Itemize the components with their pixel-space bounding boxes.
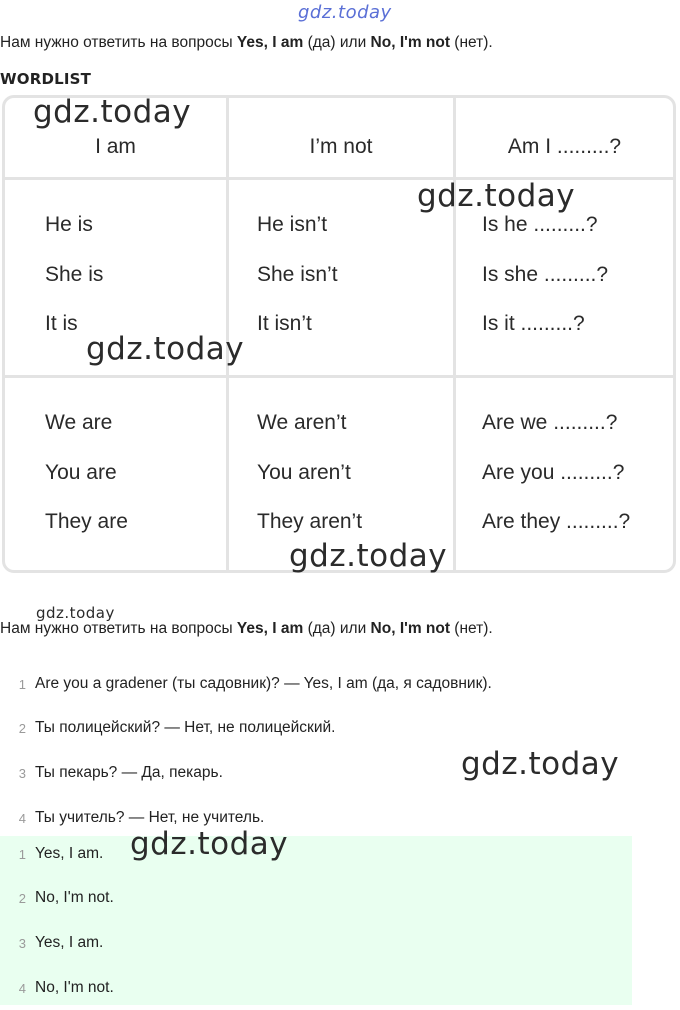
wordlist-item: Is he .........?	[482, 213, 598, 236]
header-im-not: I’m not	[309, 134, 373, 158]
item-number: 4	[18, 980, 26, 996]
intro-mid: (да) или	[303, 34, 371, 51]
watermark: gdz.today	[36, 604, 115, 622]
item-number: 2	[18, 890, 26, 906]
intro-suffix: (нет).	[450, 620, 493, 637]
wordlist-item: Is she .........?	[482, 262, 609, 286]
item-number: 3	[18, 935, 26, 951]
intro-suffix: (нет).	[450, 34, 493, 51]
item-text: Ты учитель? — Нет, не учитель.	[35, 809, 265, 826]
list-item	[0, 966, 114, 1010]
item-text: Are you a gradener (ты садовник)? — Yes, I am (да, я садовник).	[35, 675, 492, 692]
item-text: Yes, I am.	[35, 845, 104, 862]
list-item	[0, 921, 103, 965]
header-cell-2	[229, 98, 456, 180]
cell-plural-question	[456, 378, 673, 570]
wordlist-item: It isn’t	[257, 312, 312, 335]
watermark: gdz.today	[33, 94, 192, 130]
wordlist-item: It is	[45, 312, 78, 335]
item-text: Ты полицейский? — Нет, не полицейский.	[35, 719, 336, 736]
wordlist-item: We are	[45, 411, 113, 434]
wordlist-item: You are	[45, 460, 117, 484]
intro-no: No, I'm not	[370, 620, 450, 637]
wordlist-item: Is it .........?	[482, 312, 585, 335]
watermark: gdz.today	[417, 178, 576, 214]
wordlist-item: They are	[45, 510, 128, 533]
watermark: gdz.today	[86, 331, 245, 367]
item-text: No, I'm not.	[35, 889, 114, 906]
header-i-am: I am	[95, 134, 136, 158]
intro-text-2	[0, 620, 493, 638]
wordlist-item: You aren’t	[257, 460, 351, 484]
wordlist-title: WORDLIST	[0, 70, 92, 88]
list-item	[0, 706, 335, 750]
list-item	[0, 751, 223, 795]
item-number: 4	[18, 810, 26, 826]
list-item	[0, 832, 103, 876]
intro-mid: (да) или	[303, 620, 371, 637]
item-text: No, I'm not.	[35, 979, 114, 996]
wordlist-item: Are we .........?	[482, 411, 618, 434]
wordlist-item: They aren’t	[257, 510, 363, 533]
wordlist-item: We aren’t	[257, 411, 347, 434]
wordlist-item: He is	[45, 213, 93, 236]
list-item	[0, 662, 492, 706]
wordlist-item: Are they .........?	[482, 510, 631, 533]
intro-yes: Yes, I am	[236, 620, 304, 637]
watermark: gdz.today	[289, 538, 448, 574]
item-number: 2	[18, 720, 26, 736]
wordlist-item: She isn’t	[257, 262, 338, 286]
watermark: gdz.today	[130, 826, 289, 862]
list-item	[0, 876, 114, 920]
intro-no: No, I'm not	[370, 34, 450, 51]
header-cell-3	[456, 98, 673, 180]
item-number: 3	[18, 765, 26, 781]
wordlist-item: He isn’t	[257, 213, 328, 236]
intro-yes: Yes, I am	[236, 34, 304, 51]
cell-plural-positive	[5, 378, 229, 570]
wordlist-item: She is	[45, 262, 104, 286]
item-text: Yes, I am.	[35, 934, 104, 951]
item-number: 1	[18, 846, 26, 862]
item-number: 1	[18, 676, 26, 692]
intro-prefix: Нам нужно ответить на вопросы	[0, 620, 237, 637]
watermark-top: gdz.today	[298, 2, 392, 23]
item-text: Ты пекарь? — Да, пекарь.	[35, 764, 223, 781]
header-am-i: Am I .........?	[507, 134, 622, 158]
watermark: gdz.today	[461, 746, 620, 782]
intro-prefix: Нам нужно ответить на вопросы	[0, 34, 237, 51]
intro-text	[0, 34, 493, 52]
wordlist-item: Are you .........?	[482, 460, 625, 484]
